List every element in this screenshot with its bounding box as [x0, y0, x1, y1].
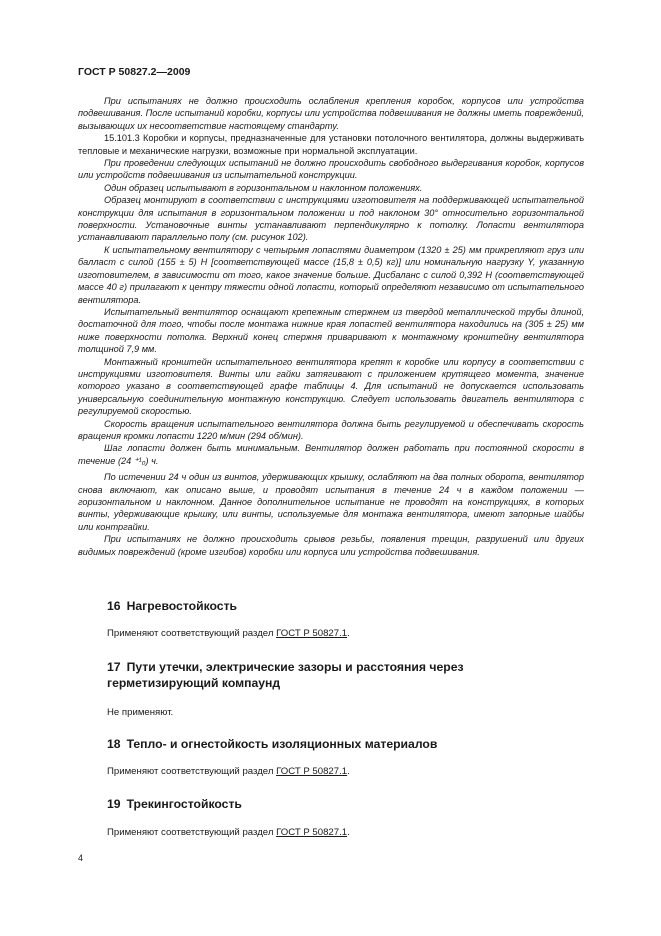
paragraph: При испытаниях не должно происходить срывов резьбы, появления трещин, разрушений или других видимых повреждений (кроме изгибов) коробки или корпуса или устройства подвешивания. — [78, 534, 584, 557]
section-16-heading — [107, 598, 237, 614]
section-text-end: . — [347, 827, 350, 838]
section-title: Тепло- и огнестойкость изоляционных материалов — [126, 737, 438, 751]
section-17-text — [107, 707, 173, 718]
document-code-header: ГОСТ Р 50827.2—2009 — [78, 66, 191, 78]
section-16-text — [107, 628, 350, 639]
section-19-text — [107, 827, 350, 838]
paragraph: По истечении 24 ч один из винтов, удерживающих крышку, ослабляют на два полных оборота, вентилятор снова включают, как описано выше, и проводят испытания в течение 24 ч в каждом положении — горизонтальном и наклонном. Данное дополнительное испытание не проводят на конструкциях, в которых винты, удерживающие крышку, или винты, используемые для монтажа вентилятора, имеют запорные шайбы или контргайки. — [78, 472, 584, 532]
section-title: Трекингостойкость — [126, 797, 242, 811]
section-title: Пути утечки, электрические зазоры и расстояния через — [126, 660, 464, 674]
paragraph: Монтажный кронштейн испытательного вентилятора крепят к коробке или корпусу в соответствии с инструкциями изготовителя. Винты или гайки затягивают с приложением крутящего момента, значение которого указано в соответствующей графе таблицы 4. Для испытаний не допускается использовать универсальную соединительную монтажную конструкцию. Следует использовать двигатель вентилятора с регулируемой скоростью. — [78, 356, 584, 417]
section-text: Не применяют. — [107, 707, 174, 718]
paragraph: Испытательный вентилятор оснащают крепежным стержнем из твердой металлической трубы длиной, достаточной для того, чтобы после монтажа нижние края лопастей вентилятора находились на (305 ± 25) мм ниже поверхности потолка. Верхний конец стержня приваривают к монтажному кронштейну вентилятора толщиной 7,9 мм. — [78, 306, 584, 355]
section-number: 18 — [107, 737, 121, 751]
standard-reference-link[interactable]: ГОСТ Р 50827.1 — [276, 766, 348, 777]
section-text: Применяют соответствующий раздел — [107, 827, 277, 838]
page-number: 4 — [78, 853, 84, 863]
section-number: 19 — [107, 797, 121, 811]
section-17-heading — [107, 659, 464, 691]
paragraph: К испытательному вентилятору с четырьмя лопастями диаметром (1320 ± 25) мм прикрепляют груз или балласт с силой (155 ± 5) Н [соответствующей массе (15,8 ± 0,5) кг)] или номинальную нагрузку Y, указанную изготовителем, в зависимости от того, какое значение больше. Дисбаланс с силой 0,392 Н (соответствующей массе 40 г) прилагают к центру тяжести одной лопасти, который определяют независимо от испытательного вентилятора. — [78, 244, 584, 305]
paragraph: Шаг лопасти должен быть минимальным. Вентилятор должен работать при постоянной скорости в течение (24 ⁺¹₀) ч. — [78, 443, 584, 466]
section-text: Применяют соответствующий раздел — [107, 766, 277, 777]
paragraph: Образец монтируют в соответствии с инструкциями изготовителя на поддерживающей испытательной конструкции для испытания в горизонтальном положении и под наклоном 30° относительно горизонтальной поверхности. Установочные винты устанавливают перпендикулярно к потолку. Лопасти вентилятора устанавливают параллельно полу (см. рисунок 102). — [78, 195, 584, 243]
section-18-text — [107, 766, 350, 777]
clause-15-body — [78, 95, 584, 558]
section-19-heading — [107, 796, 242, 812]
section-text-end: . — [347, 628, 350, 639]
paragraph: Один образец испытывают в горизонтальном и наклонном положениях. — [104, 182, 423, 193]
paragraph: При проведении следующих испытаний не должно происходить свободного выдергивания коробок, корпусов или устройств подвешивания из испытательной конструкции. — [78, 158, 584, 181]
section-18-heading — [107, 736, 437, 752]
paragraph: 15.101.3 Коробки и корпусы, предназначенные для установки потолочного вентилятора, должны выдерживать тепловые и механические нагрузки, возможные при нормальной эксплуатации. — [78, 133, 584, 156]
section-title: Нагревостойкость — [126, 599, 238, 613]
section-title-line2: герметизирующий компаунд — [107, 676, 281, 690]
section-number: 16 — [107, 599, 121, 613]
section-number: 17 — [107, 660, 121, 674]
standard-reference-link[interactable]: ГОСТ Р 50827.1 — [276, 628, 348, 639]
section-text-end: . — [347, 766, 350, 777]
section-text: Применяют соответствующий раздел — [107, 628, 277, 639]
paragraph: При испытаниях не должно происходить ослабления крепления коробок, корпусов или устройства подвешивания. После испытаний коробки, корпусы или устройства подвешивания не должны иметь повреждений, вызывающих их несоответствие настоящему стандарту. — [78, 96, 584, 131]
paragraph: Скорость вращения испытательного вентилятора должна быть регулируемой и обеспечивать скорость вращения кромки лопасти 1220 м/мин (294 об/мин). — [78, 418, 584, 441]
standard-reference-link[interactable]: ГОСТ Р 50827.1 — [276, 827, 348, 838]
